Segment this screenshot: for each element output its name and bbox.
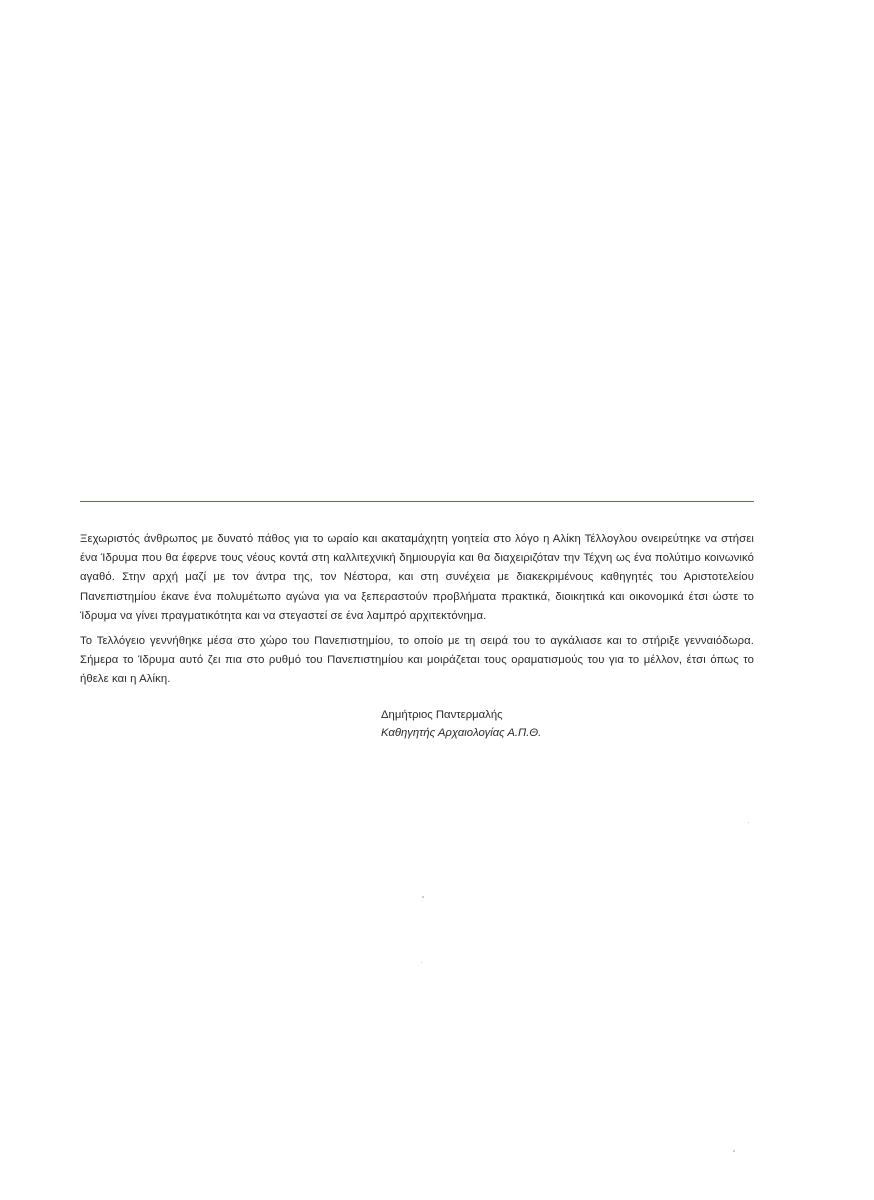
signature-block (381, 706, 541, 742)
paragraph-1: Ξεχωριστός άνθρωπος με δυνατό πάθος για το ωραίο και ακαταμάχητη γοητεία στο λόγο η Αλίκη Τέλλογλου ονειρεύτηκε να στήσει ένα Ίδρυμα που θα έφερνε τους νέους κοντά στη καλλιτεχνική δημιουργία και θα διαχειριζόταν την Τέχνη ως ένα πολύτιμο κοινωνικό αγαθό. Στην αρχή μαζί με τον άντρα της, τον Νέστορα, και στη συνέχεια με διακεκριμένους καθηγητές του Αριστοτελείου Πανεπιστημίου έκανε ένα πολυμέτωπο αγώνα για να ξεπεραστούν προβλήματα πρακτικά, διοικητικά και οικονομικά έτσι ώστε το Ίδρυμα να γίνει πραγματικότητα και να στεγαστεί σε ένα λαμπρό αρχιτεκτόνημα. (80, 533, 754, 622)
paper-speck (422, 896, 424, 898)
paper-speck (748, 822, 749, 823)
paper-speck (733, 1150, 735, 1152)
horizontal-rule (80, 501, 754, 502)
signature-title: Καθηγητής Αρχαιολογίας Α.Π.Θ. (381, 727, 542, 739)
paper-speck (421, 962, 422, 963)
paragraph-2: Το Τελλόγειο γεννήθηκε μέσα στο χώρο του Πανεπιστημίου, το οποίο με τη σειρά του το αγκάλιασε και το στήριξε γενναιόδωρα. Σήμερα το Ίδρυμα αυτό ζει πια στο ρυθμό του Πανεπιστημίου και μοιράζεται τους οραματισμούς του για το μέλλον, έτσι όπως το ήθελε και η Αλίκη. (80, 635, 754, 686)
signature-name: Δημήτριος Παντερμαλής (381, 709, 503, 721)
body-text (80, 530, 754, 696)
